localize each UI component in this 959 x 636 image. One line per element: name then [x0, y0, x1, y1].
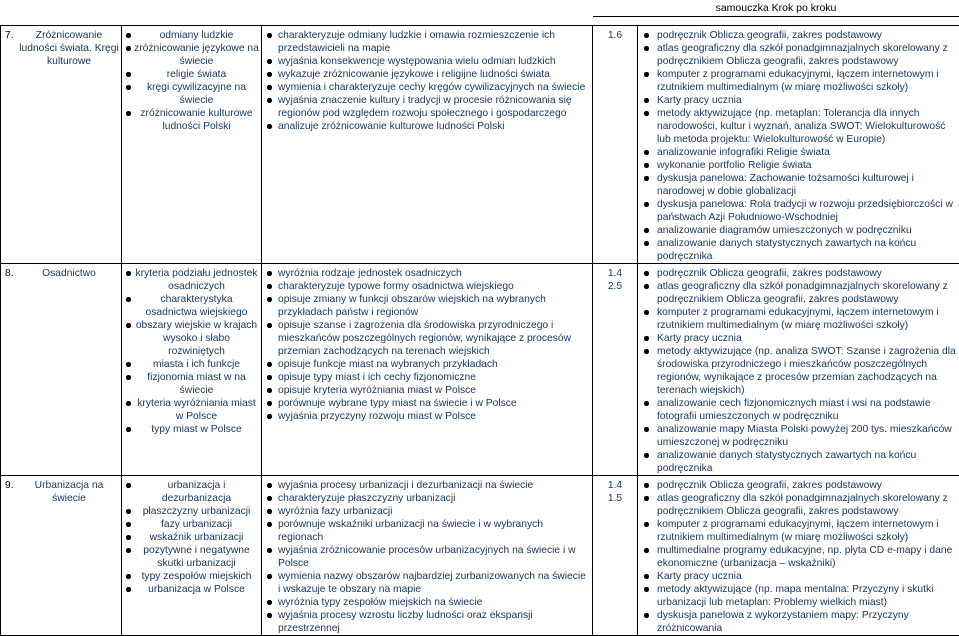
list-item: analizuje zróżnicowanie kulturowe ludności Polski: [262, 120, 590, 133]
list-item: wyjaśnia znaczenie kultury i tradycji w procesie różnicowania się regionów pod względem rozwoju społecznego i gospodarczego: [262, 94, 590, 120]
topic-cell: [1, 476, 122, 636]
requirement-code: 1.4: [593, 479, 637, 492]
list-item: wymienia i charakteryzuje cechy kręgów cywilizacyjnych na świecie: [262, 81, 590, 94]
list-item: wymienia nazwy obszarów najbardziej zurbanizowanych na świecie i wskazuje te obszary na mapie: [262, 570, 590, 596]
list-item: opisuje szanse i zagrożenia dla środowiska przyrodniczego i mieszkańców poszczególnych regionów, wynikające z procesów przemian zachodzących na terenach wiejskich: [262, 319, 590, 358]
list-item: wyróżnia typy zespołów miejskich na świecie: [262, 596, 590, 609]
list-item: wyjaśnia zróżnicowanie procesów urbanizacyjnych na świecie i w Polsce: [262, 544, 590, 570]
list-item: zróżnicowanie kulturowe ludności Polski: [122, 107, 259, 133]
goals-list: [262, 264, 592, 423]
list-item: analizowanie danych statystycznych zawartych na końcu podręcznika: [638, 237, 959, 263]
list-item: kręgi cywilizacyjne na świecie: [122, 81, 259, 107]
methods-list: [638, 264, 959, 475]
list-item: wyjaśnia konsekwencje występowania wielu odmian ludzkich: [262, 55, 590, 68]
page-header-note: [593, 0, 959, 17]
list-item: kryteria podziału jednostek osadniczych: [122, 267, 259, 293]
methods-list: [638, 26, 959, 263]
list-item: atlas geograficzny dla szkół ponadgimnazjalnych skorelowany z podręcznikiem Oblicza geografii, zakres podstawowy: [638, 42, 959, 68]
list-item: wyjaśnia procesy urbanizacji i dezurbanizacji na świecie: [262, 479, 590, 492]
methods-cell: [638, 26, 959, 264]
list-item: obszary wiejskie w krajach wysoko i słabo rozwiniętych: [122, 319, 259, 358]
list-item: urbanizacja i dezurbanizacja: [122, 479, 259, 505]
list-item: dyskusja panelowa z wykorzystaniem mapy: Przyczyny zróżnicowania: [638, 609, 959, 635]
list-item: charakterystyka osadnictwa wiejskiego: [122, 293, 259, 319]
row-number: 9.: [5, 479, 19, 505]
list-item: urbanizacja w Polsce: [122, 583, 259, 596]
list-item: wykazuje zróżnicowanie językowe i religijne ludności świata: [262, 68, 590, 81]
list-item: analizowanie danych statystycznych zawartych na końcu podręcznika: [638, 449, 959, 475]
list-item: charakteryzuje typowe formy osadnictwa wiejskiego: [262, 280, 590, 293]
topic-title: Urbanizacja na świecie: [19, 479, 119, 505]
list-item: Karty pracy ucznia: [638, 332, 959, 345]
curriculum-table: [0, 25, 959, 636]
list-item: fizjonomia miast w na świecie: [122, 371, 259, 397]
list-item: analizowanie diagramów umieszczonych w podręczniku: [638, 224, 959, 237]
list-item: opisuje kryteria wyróżniania miast w Polsce: [262, 384, 590, 397]
content-cell: [122, 26, 262, 264]
list-item: podręcznik Oblicza geografii, zakres podstawowy: [638, 267, 959, 280]
table-row: [1, 264, 959, 476]
row-number: 8.: [5, 267, 19, 280]
requirements-cell: [593, 476, 638, 636]
goals-cell: [262, 264, 593, 476]
list-item: podręcznik Oblicza geografii, zakres podstawowy: [638, 29, 959, 42]
list-item: Karty pracy ucznia: [638, 570, 959, 583]
list-item: wykonanie portfolio Religie świata: [638, 159, 959, 172]
list-item: opisuje typy miast i ich cechy fizjonomiczne: [262, 371, 590, 384]
topic-cell: [1, 264, 122, 476]
requirement-code: 2.5: [593, 280, 637, 293]
requirement-code: 1.4: [593, 267, 637, 280]
topic-title: Zróżnicowanie ludności świata. Kręgi kulturowe: [19, 29, 119, 68]
methods-cell: [638, 476, 959, 636]
content-cell: [122, 476, 262, 636]
list-item: atlas geograficzny dla szkół ponadgimnazjalnych skorelowany z podręcznikiem Oblicza geografii, zakres podstawowy: [638, 492, 959, 518]
list-item: wyróżnia fazy urbanizacji: [262, 505, 590, 518]
content-list: [122, 26, 261, 133]
header-text: samouczka Krok po kroku: [716, 2, 837, 14]
list-item: kryteria wyróżniania miast w Polsce: [122, 397, 259, 423]
requirements-cell: [593, 26, 638, 264]
requirements-cell: [593, 264, 638, 476]
list-item: opisuje funkcje miast na wybranych przykładach: [262, 358, 590, 371]
requirement-code: 1.6: [593, 29, 637, 42]
list-item: porównuje wskaźniki urbanizacji na świecie i w wybranych regionach: [262, 518, 590, 544]
goals-cell: [262, 476, 593, 636]
list-item: charakteryzuje odmiany ludzkie i omawia rozmieszczenie ich przedstawicieli na mapie: [262, 29, 590, 55]
goals-cell: [262, 26, 593, 264]
list-item: atlas geograficzny dla szkół ponadgimnazjalnych skorelowany z podręcznikiem Oblicza geografii, zakres podstawowy: [638, 280, 959, 306]
list-item: pozytywne i negatywne skutki urbanizacji: [122, 544, 259, 570]
content-list: [122, 476, 261, 596]
list-item: wyjaśnia procesy wzrostu liczby ludności oraz ekspansji przestrzennej: [262, 609, 590, 635]
list-item: miasta i ich funkcje: [122, 358, 259, 371]
topic-cell: [1, 26, 122, 264]
table-row: [1, 476, 959, 636]
list-item: analizowanie cech fizjonomicznych miast i wsi na podstawie fotografii umieszczonych w podręczniku: [638, 397, 959, 423]
list-item: fazy urbanizacji: [122, 518, 259, 531]
list-item: Karty pracy ucznia: [638, 94, 959, 107]
list-item: analizowanie infografiki Religie świata: [638, 146, 959, 159]
list-item: odmiany ludzkie: [122, 29, 259, 42]
list-item: porównuje wybrane typy miast na świecie i w Polsce: [262, 397, 590, 410]
requirement-code: 1.5: [593, 492, 637, 505]
list-item: komputer z programami edukacyjnymi, łączem internetowym i rzutnikiem multimedialnym (w miarę możliwości szkoły): [638, 68, 959, 94]
list-item: typy zespołów miejskich: [122, 570, 259, 583]
topic-title: Osadnictwo: [19, 267, 119, 280]
list-item: opisuje zmiany w funkcji obszarów wiejskich na wybranych przykładach państw i regionów: [262, 293, 590, 319]
list-item: komputer z programami edukacyjnymi, łączem internetowym i rzutnikiem multimedialnym (w miarę możliwości szkoły): [638, 306, 959, 332]
list-item: metody aktywizujące (np. mapa mentalna: Przyczyny i skutki urbanizacji lub metaplan: Problemy wielkich miast): [638, 583, 959, 609]
list-item: metody aktywizujące (np. metaplan: Tolerancja dla innych narodowości, kultur i wyznań, analiza SWOT: Wielokulturowość lub metoda projektu: Wielokulturowość w Europie): [638, 107, 959, 146]
list-item: płaszczyzny urbanizacji: [122, 505, 259, 518]
list-item: religie świata: [122, 68, 259, 81]
row-number: 7.: [5, 29, 19, 68]
goals-list: [262, 26, 592, 133]
list-item: dyskusja panelowa: Rola tradycji w rozwoju przedsiębiorczości w państwach Azji Południowo-Wschodniej: [638, 198, 959, 224]
list-item: wyróżnia rodzaje jednostek osadniczych: [262, 267, 590, 280]
list-item: wyjaśnia przyczyny rozwoju miast w Polsce: [262, 410, 590, 423]
methods-list: [638, 476, 959, 635]
list-item: podręcznik Oblicza geografii, zakres podstawowy: [638, 479, 959, 492]
list-item: analizowanie mapy Miasta Polski powyżej 200 tys. mieszkańców umieszczonej w podręczniku: [638, 423, 959, 449]
content-list: [122, 264, 261, 436]
list-item: zróżnicowanie językowe na świecie: [122, 42, 259, 68]
list-item: komputer z programami edukacyjnymi, łączem internetowym i rzutnikiem multimedialnym (w miarę możliwości szkoły): [638, 518, 959, 544]
list-item: metody aktywizujące (np. analiza SWOT: Szanse i zagrożenia dla środowiska przyrodniczego i mieszkańców poszczególnych regionów, wynikające z procesów przemian zachodzących na terenach wiejskich): [638, 345, 959, 397]
list-item: charakteryzuje płaszczyzny urbanizacji: [262, 492, 590, 505]
list-item: dyskusja panelowa: Zachowanie tożsamości kulturowej i narodowej w dobie globalizacji: [638, 172, 959, 198]
list-item: multimedialne programy edukacyjne, np. płyta CD e-mapy i dane ekonomiczne (urbanizacja – wskaźniki): [638, 544, 959, 570]
list-item: wskaźnik urbanizacji: [122, 531, 259, 544]
list-item: typy miast w Polsce: [122, 423, 259, 436]
goals-list: [262, 476, 592, 635]
methods-cell: [638, 264, 959, 476]
table-row: [1, 26, 959, 264]
content-cell: [122, 264, 262, 476]
